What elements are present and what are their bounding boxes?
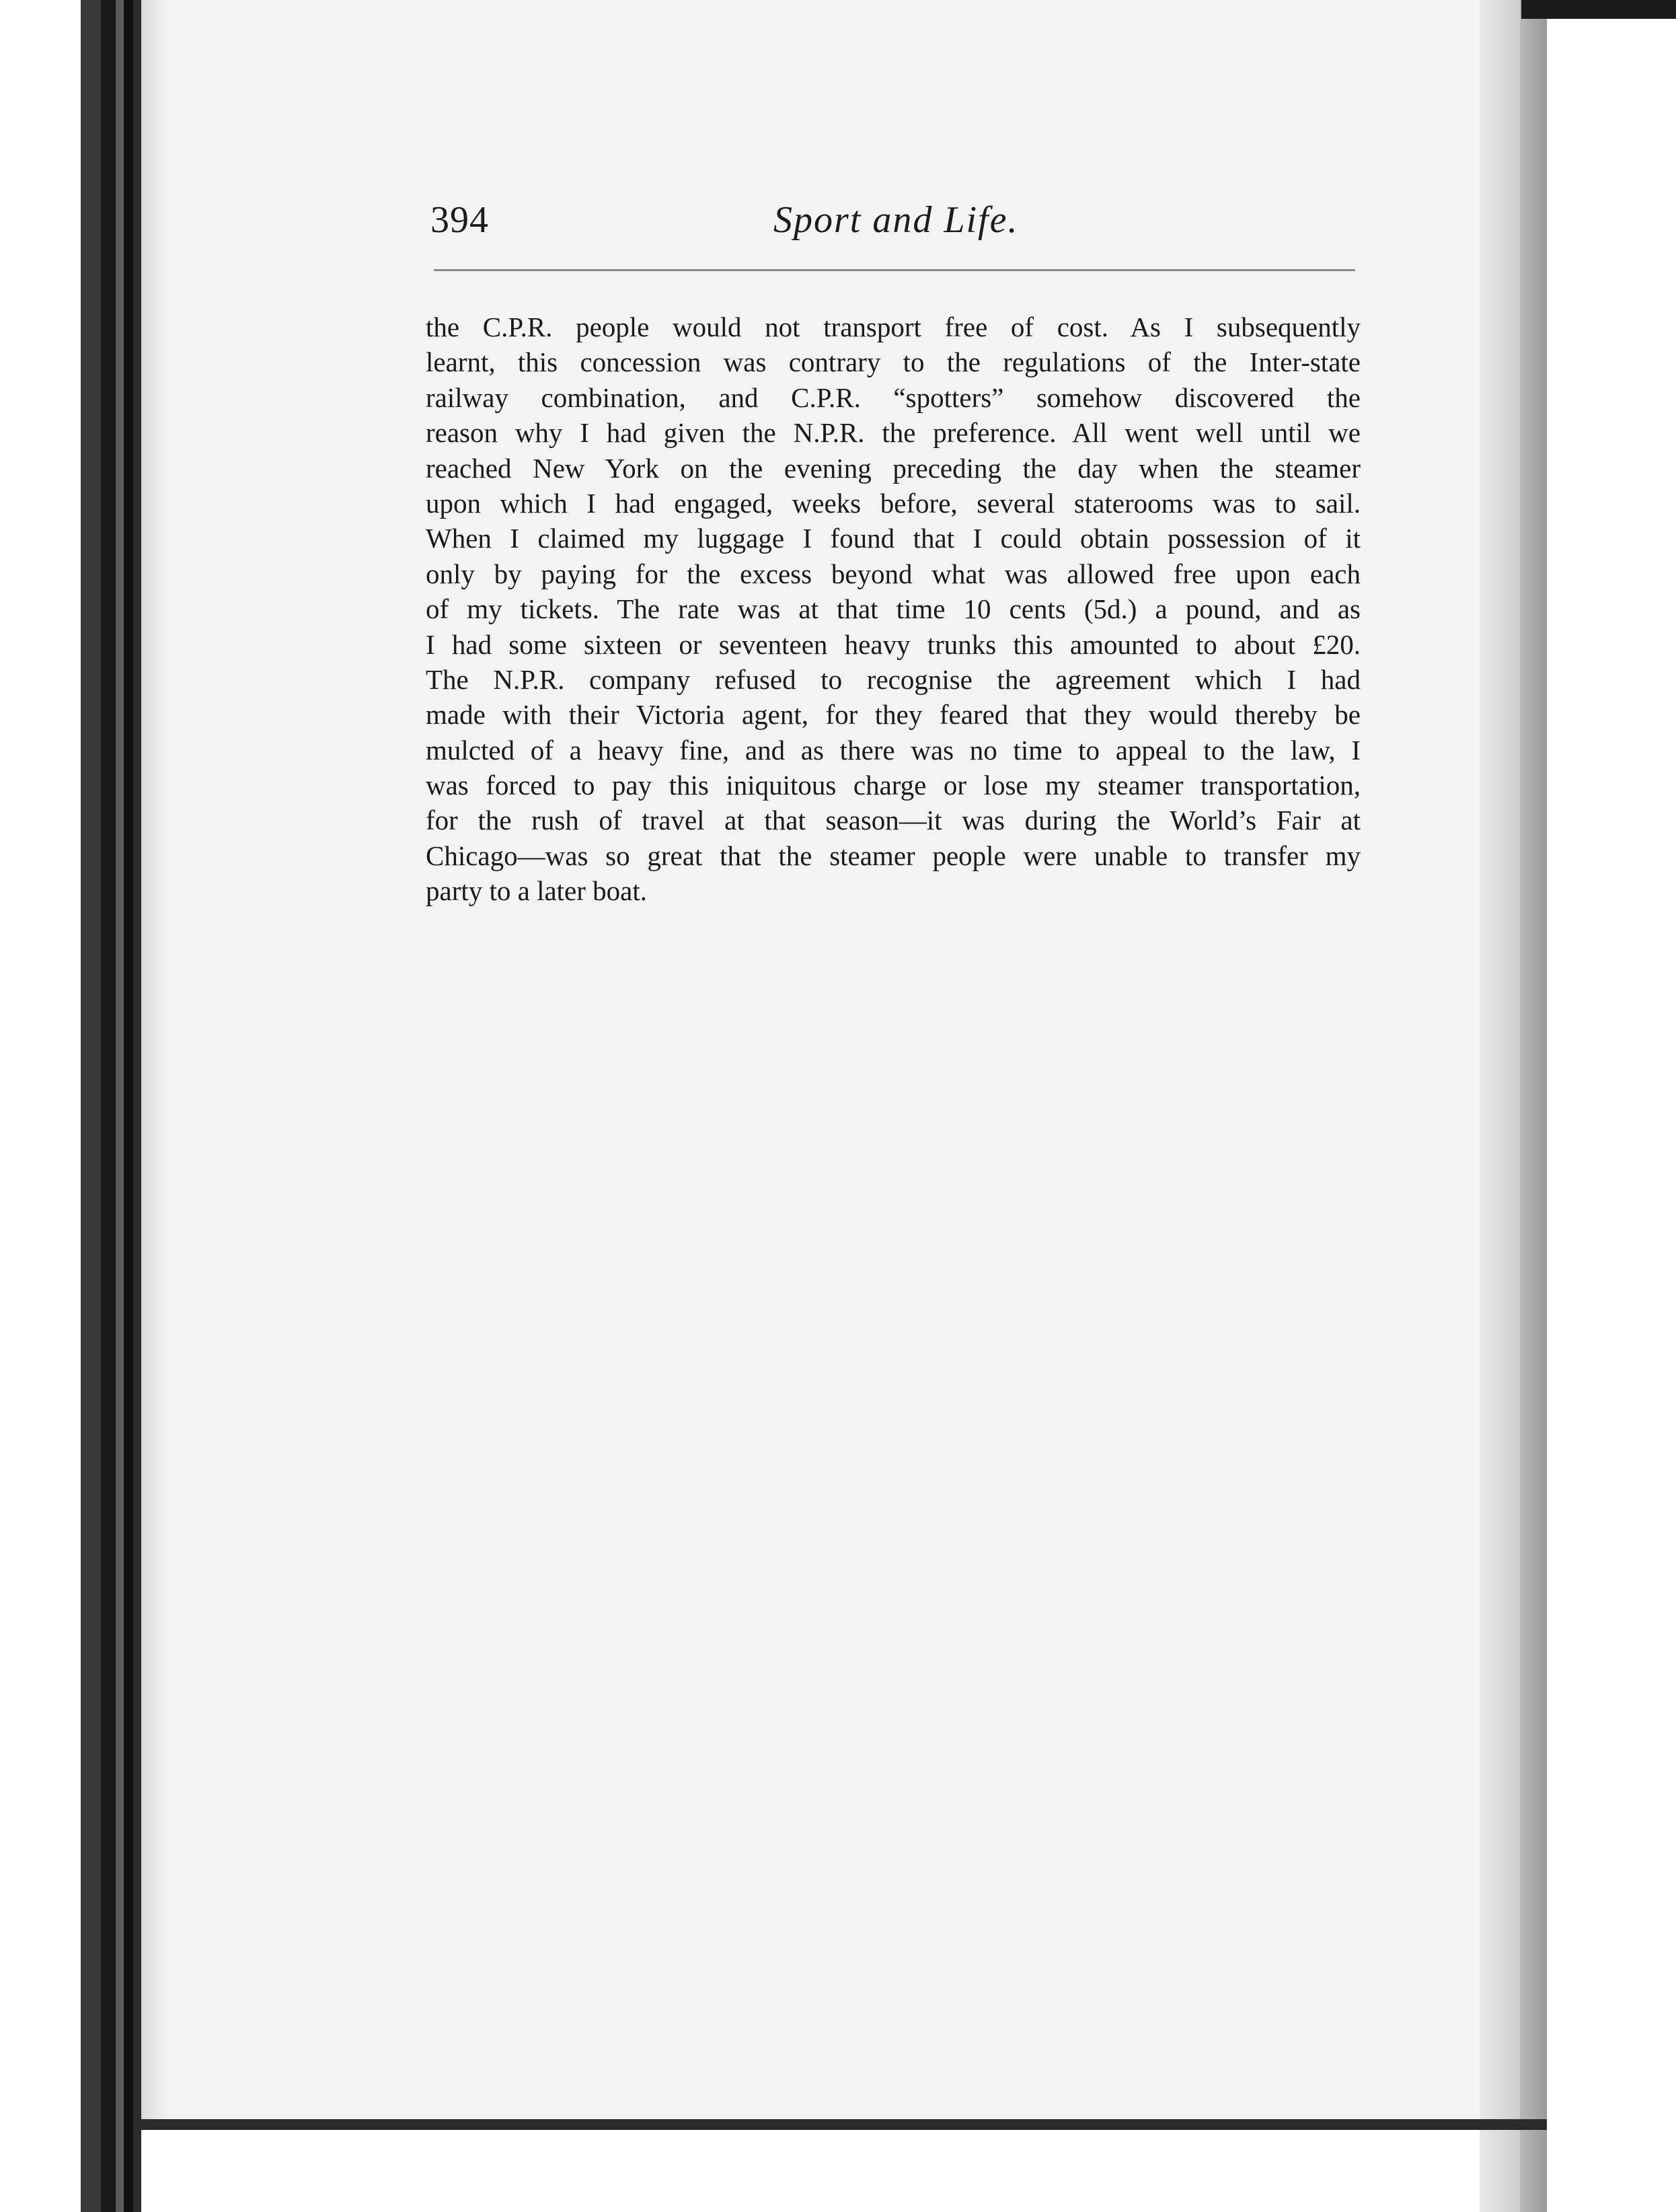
text-line: only by paying for the excess beyond what was allowed free upon each xyxy=(426,558,1361,589)
text-line: Chicago—was so great that the steamer people were unable to transfer my xyxy=(426,840,1361,871)
text-line: When I claimed my luggage I found that I could obtain possession of it xyxy=(426,523,1361,554)
text-line: mulcted of a heavy fine, and as there was no time to appeal to the law, I xyxy=(426,734,1361,766)
text-line: was forced to pay this iniquitous charge or lose my steamer transportation, xyxy=(426,770,1361,801)
book-binding-edge xyxy=(0,0,141,2212)
body-paragraph xyxy=(426,309,1361,909)
binding-stripe xyxy=(124,0,133,2212)
text-line: upon which I had engaged, weeks before, several staterooms was to sail. xyxy=(426,487,1361,519)
binding-stripe xyxy=(116,0,124,2212)
adjacent-page-edge xyxy=(1520,0,1547,2212)
header-rule xyxy=(434,269,1355,271)
gutter-shadow xyxy=(141,0,168,2126)
running-header xyxy=(430,198,1362,252)
text-line: learnt, this concession was contrary to the regulations of the Inter-state xyxy=(426,346,1361,378)
text-line: The N.P.R. company refused to recognise the agreement which I had xyxy=(426,663,1361,695)
binding-stripe xyxy=(133,0,141,2212)
page-number: 394 xyxy=(430,199,489,241)
binding-stripe xyxy=(101,0,116,2212)
scan-corner-shadow xyxy=(1521,0,1676,19)
text-line: reason why I had given the N.P.R. the preference. All went well until we xyxy=(426,417,1361,449)
page-bottom-edge xyxy=(141,2119,1547,2130)
adjacent-page-edge xyxy=(1480,0,1520,2212)
text-line: party to a later boat. xyxy=(426,875,648,907)
text-line: of my tickets. The rate was at that time 10 cents (5d.) a pound, and as xyxy=(426,593,1361,625)
binding-stripe xyxy=(81,0,101,2212)
running-title: Sport and Life. xyxy=(773,199,1019,241)
text-line: reached New York on the evening preceding the day when the steamer xyxy=(426,452,1361,484)
text-line: for the rush of travel at that season—it was during the World’s Fair at xyxy=(426,805,1361,836)
scan-margin xyxy=(1547,0,1676,2212)
text-line: the C.P.R. people would not transport free of cost. As I subsequently xyxy=(426,311,1361,342)
text-line: I had some sixteen or seventeen heavy trunks this amounted to about £20. xyxy=(426,628,1361,660)
text-line: railway combination, and C.P.R. “spotters” somehow discovered the xyxy=(426,381,1361,413)
text-line: made with their Victoria agent, for they feared that they would thereby be xyxy=(426,699,1361,731)
